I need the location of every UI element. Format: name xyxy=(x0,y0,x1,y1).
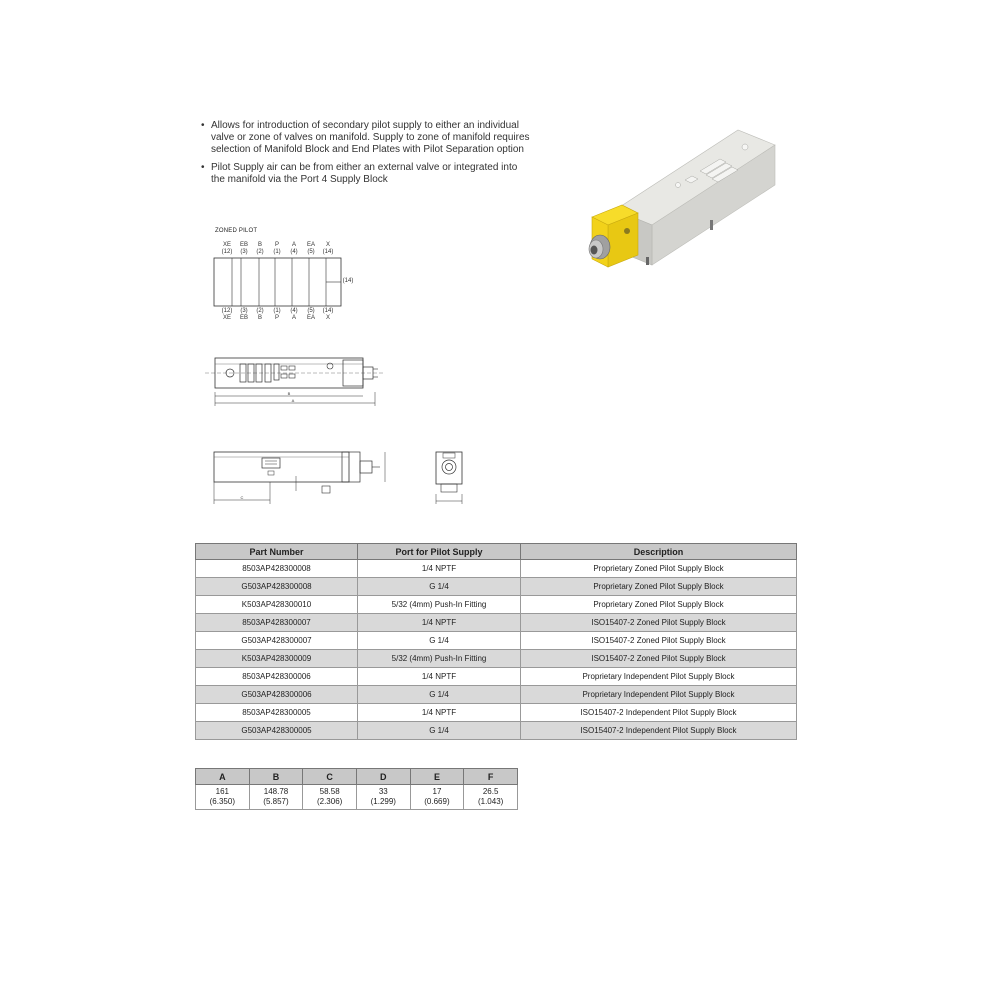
dimension-inch: (1.043) xyxy=(477,797,504,806)
table-row xyxy=(196,632,797,650)
port-number: (4) xyxy=(290,249,298,255)
table-row xyxy=(196,704,797,722)
port-number: (12) xyxy=(221,249,233,255)
dimension-inch: (0.669) xyxy=(424,797,450,806)
description-cell: ISO15407-2 Independent Pilot Supply Block xyxy=(521,722,797,740)
port-name: EA xyxy=(306,242,315,248)
port-name: XE xyxy=(222,315,231,321)
part-number-cell: K503AP428300010 xyxy=(196,596,358,614)
part-number-cell: G503AP428300006 xyxy=(196,686,358,704)
description-cell: Proprietary Zoned Pilot Supply Block xyxy=(521,578,797,596)
port-cell: G 1/4 xyxy=(358,686,521,704)
port-number: (4) xyxy=(290,308,298,314)
dimension-header: E xyxy=(410,769,464,785)
dimensions-table-header xyxy=(196,769,518,785)
table-row xyxy=(196,650,797,668)
dimension-header: A xyxy=(196,769,250,785)
dimension-cell xyxy=(196,785,250,810)
port-number: (1) xyxy=(273,249,281,255)
port-label xyxy=(251,242,269,256)
port-number: (2) xyxy=(256,249,264,255)
dimension-header: F xyxy=(464,769,518,785)
dimension-cell xyxy=(249,785,303,810)
port-name: EA xyxy=(306,315,315,321)
port-number: (5) xyxy=(307,249,315,255)
part-number-cell: K503AP428300009 xyxy=(196,650,358,668)
feature-item: • Pilot Supply air can be from either an external valve or integrated into the manifold via the Port 4 Supply Block xyxy=(200,162,530,186)
port-name: P xyxy=(274,242,279,248)
part-number-cell: 8503AP428300006 xyxy=(196,668,358,686)
table-row xyxy=(196,668,797,686)
dimension-mm: 26.5 xyxy=(482,787,499,796)
description-cell: Proprietary Independent Pilot Supply Block xyxy=(521,686,797,704)
description-cell: Proprietary Independent Pilot Supply Block xyxy=(521,668,797,686)
dimension-inch: (5.857) xyxy=(263,797,289,806)
column-header: Description xyxy=(521,544,797,560)
part-number-cell: G503AP428300007 xyxy=(196,632,358,650)
table-row xyxy=(196,614,797,632)
dimension-inch: (1.299) xyxy=(370,797,396,806)
port-number: (12) xyxy=(221,308,233,314)
port-name: B xyxy=(257,315,262,321)
column-header: Part Number xyxy=(196,544,358,560)
part-number-cell: 8503AP428300008 xyxy=(196,560,358,578)
port-label xyxy=(302,242,320,256)
table-row xyxy=(196,560,797,578)
table-row xyxy=(196,596,797,614)
port-name: EB xyxy=(239,242,248,248)
port-cell: G 1/4 xyxy=(358,722,521,740)
port-label xyxy=(268,242,286,256)
port-cell: G 1/4 xyxy=(358,578,521,596)
port-name: EB xyxy=(239,315,248,321)
port-cell: 5/32 (4mm) Push-In Fitting xyxy=(358,596,521,614)
table-row xyxy=(196,686,797,704)
port-name: A xyxy=(291,242,296,248)
port-label xyxy=(319,308,337,322)
port-name: B xyxy=(257,242,262,248)
dimension-mm: 161 xyxy=(215,787,229,796)
part-number-cell: G503AP428300008 xyxy=(196,578,358,596)
part-number-cell: G503AP428300005 xyxy=(196,722,358,740)
side-view-drawing xyxy=(210,446,395,508)
dimension-cell xyxy=(303,785,357,810)
port-label xyxy=(251,308,269,322)
schematic-title: ZONED PILOT xyxy=(215,228,258,234)
dimension-cell xyxy=(410,785,464,810)
feature-item: • Allows for introduction of secondary pilot supply to either an individual valve or zone of valves on manifold. Supply to zone of manifold requires selection of Manifold Block and End Plates with Pilot Separation option xyxy=(200,120,530,156)
port-label xyxy=(268,308,286,322)
description-cell: Proprietary Zoned Pilot Supply Block xyxy=(521,560,797,578)
port-label xyxy=(285,308,303,322)
dimensions-values-row xyxy=(196,785,518,810)
port-cell: 1/4 NPTF xyxy=(358,668,521,686)
table-row xyxy=(196,578,797,596)
dim-label-b: B xyxy=(287,391,291,396)
port-label xyxy=(302,308,320,322)
port-name: X xyxy=(325,242,330,248)
dim-label-c: C xyxy=(240,495,244,500)
port-cell: 1/4 NPTF xyxy=(358,614,521,632)
dimension-mm: 148.78 xyxy=(263,787,289,796)
port-label xyxy=(285,242,303,256)
description-cell: ISO15407-2 Zoned Pilot Supply Block xyxy=(521,614,797,632)
description-cell: ISO15407-2 Zoned Pilot Supply Block xyxy=(521,632,797,650)
dimension-mm: 33 xyxy=(378,787,388,796)
parts-table-header xyxy=(196,544,797,560)
port-name: X xyxy=(325,315,330,321)
port-label xyxy=(319,242,337,256)
dimension-inch: (6.350) xyxy=(209,797,235,806)
product-image xyxy=(580,125,785,280)
schematic-side-label: (14) xyxy=(342,278,354,284)
port-name: A xyxy=(291,315,296,321)
description-cell: Proprietary Zoned Pilot Supply Block xyxy=(521,596,797,614)
port-name: P xyxy=(274,315,279,321)
top-view-drawing xyxy=(205,352,385,408)
port-cell: 5/32 (4mm) Push-In Fitting xyxy=(358,650,521,668)
part-number-cell: 8503AP428300005 xyxy=(196,704,358,722)
dimension-inch: (2.306) xyxy=(316,797,343,806)
dimensions-table xyxy=(195,768,518,810)
port-number: (2) xyxy=(256,308,264,314)
description-cell: ISO15407-2 Zoned Pilot Supply Block xyxy=(521,650,797,668)
port-number: (14) xyxy=(322,308,334,314)
part-number-cell: 8503AP428300007 xyxy=(196,614,358,632)
dimension-mm: 58.58 xyxy=(319,787,340,796)
port-number: (3) xyxy=(240,249,248,255)
port-label xyxy=(218,308,236,322)
port-cell: 1/4 NPTF xyxy=(358,560,521,578)
column-header: Port for Pilot Supply xyxy=(358,544,521,560)
dimension-header: B xyxy=(249,769,303,785)
end-view-drawing xyxy=(430,446,470,508)
port-cell: 1/4 NPTF xyxy=(358,704,521,722)
table-row xyxy=(196,722,797,740)
dimension-mm: 17 xyxy=(432,787,442,796)
zoned-pilot-schematic xyxy=(210,255,350,310)
parts-table xyxy=(195,543,797,740)
port-cell: G 1/4 xyxy=(358,632,521,650)
port-number: (3) xyxy=(240,308,248,314)
port-number: (14) xyxy=(322,249,334,255)
dimension-cell xyxy=(356,785,410,810)
port-number: (5) xyxy=(307,308,315,314)
port-label xyxy=(218,242,236,256)
port-name: XE xyxy=(222,242,231,248)
dim-label-a: A xyxy=(291,398,295,403)
dimension-cell xyxy=(464,785,518,810)
description-cell: ISO15407-2 Independent Pilot Supply Block xyxy=(521,704,797,722)
port-number: (1) xyxy=(273,308,281,314)
dimension-header: D xyxy=(356,769,410,785)
dimension-header: C xyxy=(303,769,357,785)
feature-list xyxy=(200,120,530,192)
